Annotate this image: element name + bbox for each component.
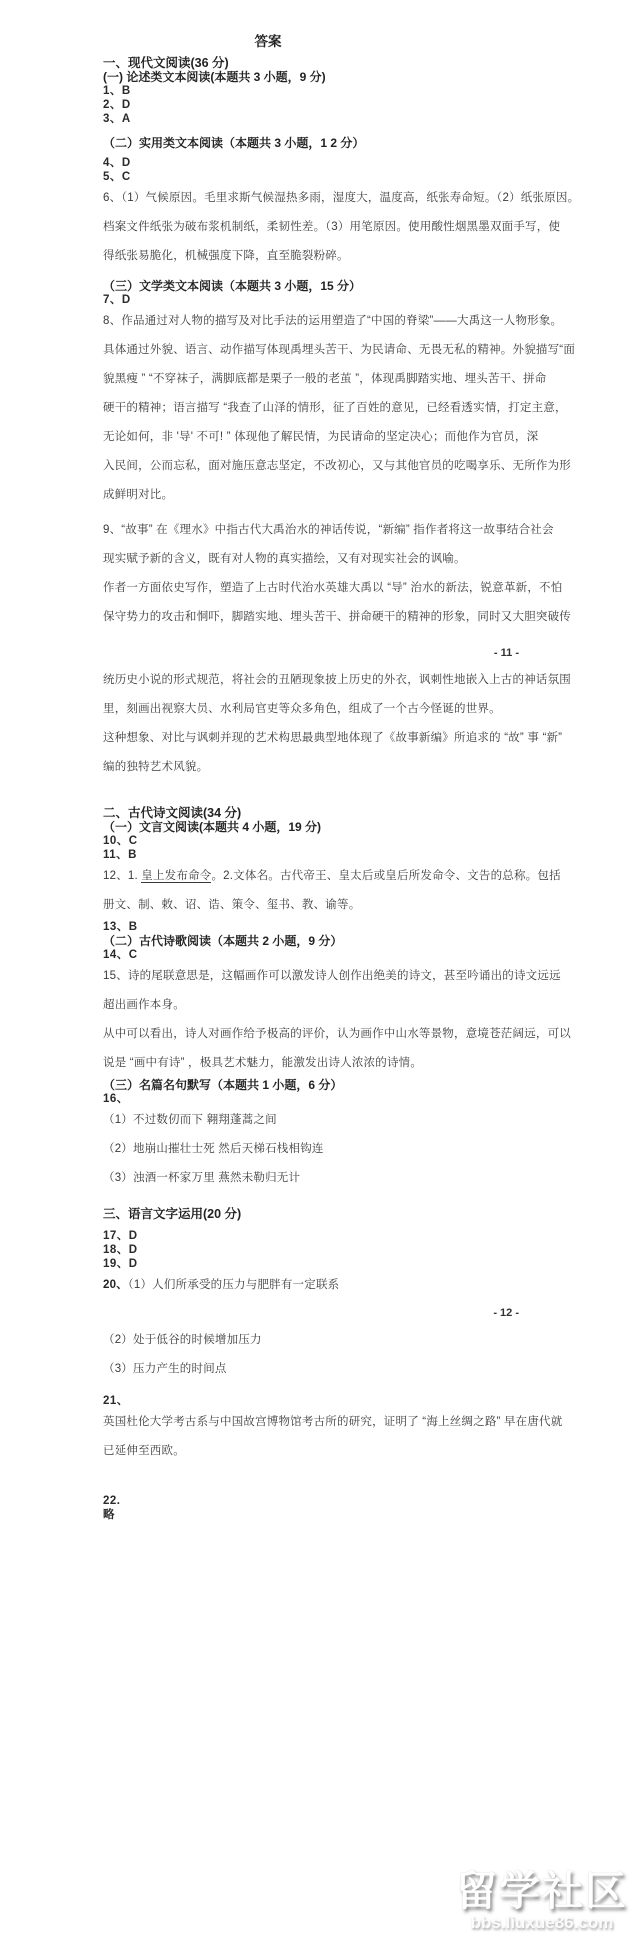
answer-15-line-3: 从中可以看出，诗人对画作给予极高的评价，认为画作中山水等景物，意境苍茫阔远，可以	[103, 1028, 571, 1040]
answer-20-item-1-text: （1）人们所承受的压力与肥胖有一定联系	[127, 1279, 340, 1291]
answer-8-line-2: 具体通过外貌、语言、动作描写体现禹埋头苦干、为民请命、无畏无私的精神。外貌描写“面	[103, 344, 576, 356]
answer-9-line-3: 作者一方面依史写作，塑造了上古时代治水英雄大禹以 “导” 治水的新法，锐意革新，不怕	[103, 582, 563, 594]
answer-9-line-1: 9、“故事” 在《理水》中指古代大禹治水的神话传说，“新编” 指作者将这一故事结合社会	[103, 524, 554, 536]
answer-14: 14、C	[103, 949, 138, 961]
page-number-11: - 11 -	[493, 647, 519, 659]
answer-19: 19、D	[103, 1258, 138, 1270]
answer-9-line-2: 现实赋予新的含义，既有对人物的真实描绘，又有对现实社会的讽喻。	[103, 553, 466, 565]
answer-8-line-5: 无论如何，非 '导' 不可! ” 体现他了解民情，为民请命的坚定决心；而他作为官员，深	[103, 431, 539, 443]
section-1-sub-3-heading: （三）文学类文本阅读（本题共 3 小题，15 分）	[103, 279, 362, 293]
page-number-12: - 12 -	[493, 1307, 519, 1319]
answer-2: 2、D	[103, 99, 131, 111]
watermark-url: bbs.liuxue86.com	[470, 1913, 614, 1932]
answer-15-line-2: 超出画作本身。	[103, 999, 185, 1011]
answer-20-number: 20、	[103, 1279, 128, 1291]
answer-20-item-2: （2）处于低谷的时候增加压力	[103, 1334, 262, 1346]
section-2-sub-3-heading: （三）名篇名句默写（本题共 1 小题，6 分）	[103, 1078, 343, 1092]
answer-5: 5、C	[103, 171, 131, 183]
section-2-sub-1-heading: （一）文言文阅读(本题共 4 小题，19 分)	[103, 820, 322, 834]
answer-16: 16、	[103, 1093, 129, 1105]
answer-6-line-2: 档案文件纸张为破布浆机制纸，柔韧性差。（3）用笔原因。使用酸性烟黑墨双面手写，使	[103, 221, 561, 233]
answer-16-item-1: （1）不过数仞而下 翱翔蓬蒿之间	[103, 1114, 277, 1126]
answer-21-line-2: 已延伸至西欧。	[103, 1445, 185, 1457]
answer-10: 10、C	[103, 835, 138, 847]
section-1-sub-2-heading: （二）实用类文本阅读（本题共 3 小题，1 2 分）	[103, 136, 365, 150]
answer-8-line-1: 8、作品通过对人物的描写及对比手法的运用塑造了“中国的脊梁”——大禹这一人物形象。	[103, 315, 563, 327]
answer-12-line-2: 册文、制、敕、诏、诰、策令、玺书、教、谕等。	[103, 899, 361, 911]
answer-11: 11、B	[103, 849, 137, 861]
answer-9-line-5: 统历史小说的形式规范，将社会的丑陋现象披上历史的外衣，讽刺性地嵌入上古的神话氛围	[103, 674, 571, 686]
answer-17: 17、D	[103, 1230, 138, 1242]
answer-22: 22.	[103, 1495, 121, 1507]
doc-title: 答案	[254, 34, 282, 49]
section-2-heading: 二、古代诗文阅读(34 分)	[103, 806, 242, 820]
answer-22-text: 略	[103, 1509, 115, 1521]
answer-9-line-6: 里，刻画出视察大员、水利局官吏等众多角色，组成了一个古今怪诞的世界。	[103, 703, 501, 715]
answer-21: 21、	[103, 1395, 129, 1407]
answer-16-item-3: （3）浊酒一杯家万里 燕然未勒归无计	[103, 1172, 301, 1184]
watermark	[456, 1868, 628, 1932]
section-1-heading: 一、现代文阅读(36 分)	[103, 56, 229, 70]
answer-4: 4、D	[103, 157, 131, 169]
answer-20-item-1	[103, 1271, 592, 1300]
answer-7: 7、D	[103, 294, 131, 306]
watermark-logo: 留学社区	[456, 1868, 628, 1914]
answer-8-line-6: 入民间，公而忘私，面对施压意志坚定，不改初心，又与其他官员的吃喝享乐、无所作为形	[103, 460, 571, 472]
answer-6-line-3: 得纸张易脆化，机械强度下降，直至脆裂粉碎。	[103, 250, 349, 262]
answer-1: 1、B	[103, 85, 131, 97]
answer-12-rest: 。2.文体名。古代帝王、皇太后或皇后所发命令、文告的总称。包括	[211, 870, 561, 882]
answer-15-line-4: 说是 “画中有诗” ，极具艺术魅力，能激发出诗人浓浓的诗情。	[103, 1057, 423, 1069]
answer-8-line-3: 貌黑瘦 ” “不穿袜子，满脚底都是栗子一般的老茧 ”，体现禹脚踏实地、埋头苦干、拼命	[103, 373, 547, 385]
answer-15-line-1: 15、诗的尾联意思是，这幅画作可以激发诗人创作出绝美的诗文，甚至吟诵出的诗文远远	[103, 970, 561, 982]
answer-9-line-7: 这种想象、对比与讽刺并现的艺术构思最典型地体现了《故事新编》所追求的 “故” 事 “新”	[103, 732, 563, 744]
answer-18: 18、D	[103, 1244, 138, 1256]
answer-3: 3、A	[103, 113, 131, 125]
answer-6-line-1: 6、（1）气候原因。毛里求斯气候湿热多雨，湿度大，温度高，纸张寿命短。（2）纸张原因。	[103, 192, 580, 204]
answer-13: 13、B	[103, 921, 138, 933]
section-1-sub-1-heading: (一) 论述类文本阅读(本题共 3 小题，9 分)	[103, 70, 326, 84]
answer-12-line-1	[103, 862, 592, 891]
answer-9-line-8: 编的独特艺术风貌。	[103, 761, 209, 773]
answer-9-line-4: 保守势力的攻击和恫吓，脚踏实地、埋头苦干、拼命硬干的精神的形象，同时又大胆突破传	[103, 611, 571, 623]
answer-8-line-4: 硬干的精神；语言描写 “我查了山泽的情形，征了百姓的意见，已经看透实情，打定主意，	[103, 402, 567, 414]
answer-21-line-1: 英国杜伦大学考古系与中国故宫博物馆考古所的研究，证明了 “海上丝绸之路” 早在唐代就	[103, 1416, 563, 1428]
answer-16-item-2: （2）地崩山摧壮士死 然后天梯石栈相钩连	[103, 1143, 324, 1155]
answer-12-underlined-text: 皇上发布命令	[141, 870, 212, 882]
answer-8-line-7: 成鲜明对比。	[103, 489, 174, 501]
answer-20-item-3: （3）压力产生的时间点	[103, 1363, 227, 1375]
section-2-sub-2-heading: （二）古代诗歌阅读（本题共 2 小题，9 分）	[103, 934, 343, 948]
section-3-heading: 三、语言文字运用(20 分)	[103, 1207, 242, 1221]
answer-12-prefix: 12、1.	[103, 870, 142, 882]
